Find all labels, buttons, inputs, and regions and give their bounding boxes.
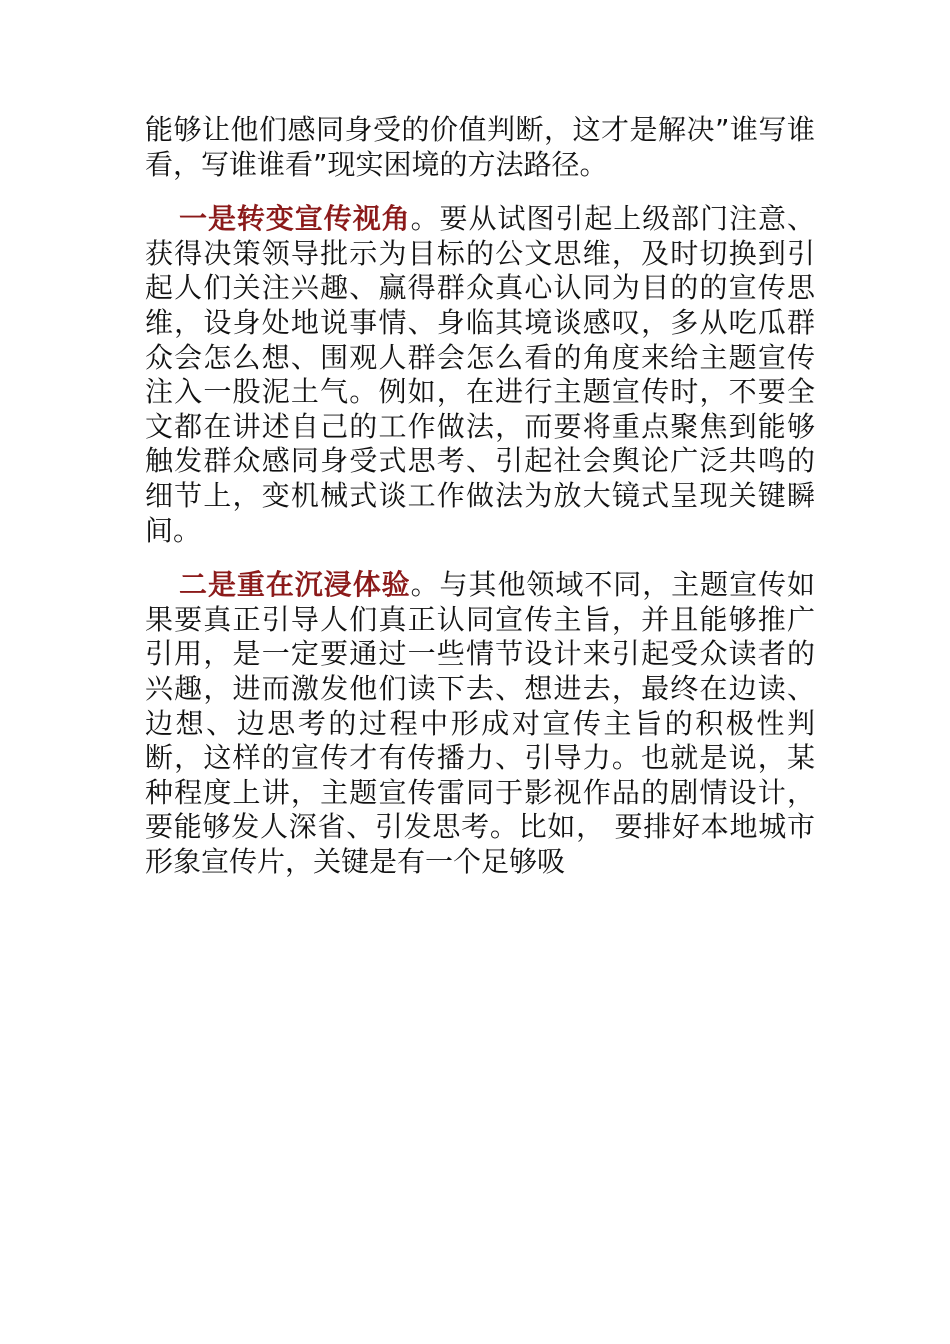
paragraph-intro-text: 能够让他们感同身受的价值判断，这才是解决”谁写谁看，写谁谁看”现实困境的方法路径。 (145, 113, 815, 181)
paragraph-point-two-heading: 二是重在沉浸体验 (179, 568, 411, 602)
paragraph-point-one-heading: 一是转变宣传视角 (179, 202, 411, 236)
paragraph-intro (145, 113, 815, 182)
paragraph-point-two (145, 568, 815, 879)
paragraph-point-one-text: 。要从试图引起上级部门注意、获得决策领导批示为目标的公文思维，及时切换到引起人们关注兴趣、赢得群众真心认同为目的的宣传思维，设身处地说事情、身临其境谈感叹，多从吃瓜群众会怎么想、围观人群会怎么看的角度来给主题宣传注入一股泥土气。例如，在进行主题宣传时，不要全文都在讲述自己的工作做法，而要将重点聚焦到能够触发群众感同身受式思考、引起社会舆论广泛共鸣的细节上，变机械式谈工作做法为放大镜式呈现关键瞬间。 (145, 202, 815, 547)
document-body (145, 113, 815, 899)
paragraph-point-two-text: 。与其他领域不同，主题宣传如果要真正引导人们真正认同宣传主旨，并且能够推广引用，是一定要通过一些情节设计来引起受众读者的兴趣，进而激发他们读下去、想进去，最终在边读、边想、边思考的过程中形成对宣传主旨的积极性判断，这样的宣传才有传播力、引导力。也就是说，某种程度上讲，主题宣传雷同于影视作品的剧情设计，要能够发人深省、引发思考。比如， 要排好本地城市形象宣传片，关键是有一个足够吸 (145, 568, 815, 878)
paragraph-point-one (145, 202, 815, 548)
